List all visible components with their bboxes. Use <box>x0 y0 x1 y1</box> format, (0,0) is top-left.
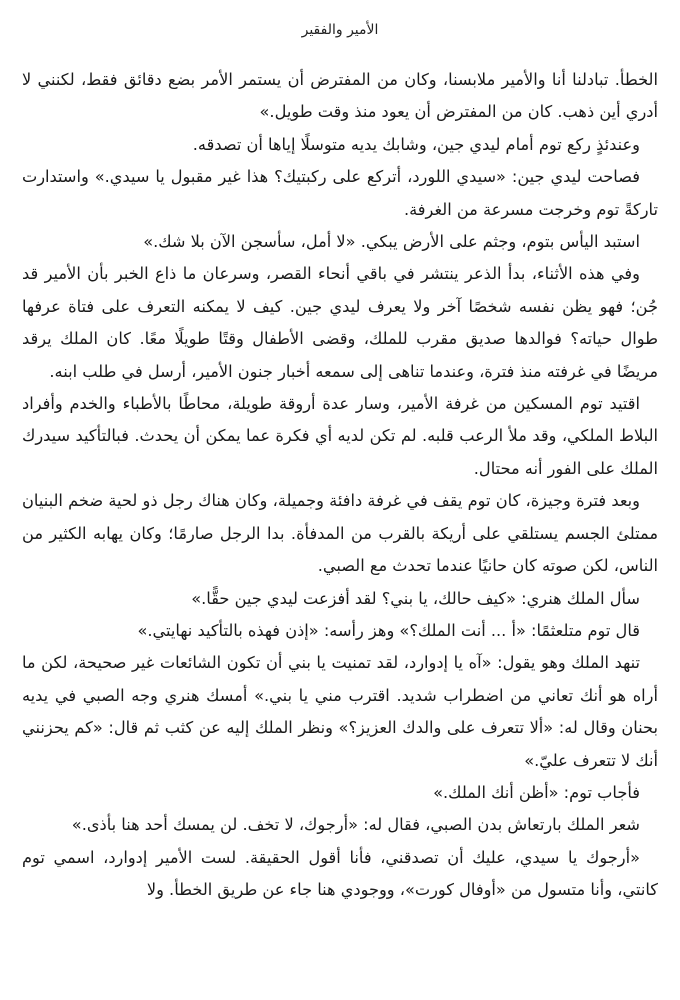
paragraph-2: وعندئذٍ ركع توم أمام ليدي جين، وشابك يديه متوسلًا إياها أن تصدقه. <box>192 134 640 154</box>
running-header-title: الأمير والفقير <box>301 22 379 38</box>
paragraph-6: اقتيد توم المسكين من غرفة الأمير، وسار عدة أروقة طويلة، محاطًا بالأطباء والخدم وأفراد البلاط الملكي، وقد ملأ الرعب قلبه. لم تكن لديه أي فكرة عما يمكن أن يحدث. فبالتأكيد سيدرك الملك على الفور أنه محتال. <box>22 394 658 478</box>
paragraph-8: سأل الملك هنري: «كيف حالك، يا بني؟ لقد أفزعت ليدي جين حقًّا.» <box>191 588 640 608</box>
paragraph-7: وبعد فترة وجيزة، كان توم يقف في غرفة دافئة وجميلة، وكان هناك رجل ذو لحية ضخم البنيان ممتلئ الجسم يستلقي على أريكة بالقرب من المدفأة. بدا الرجل صارمًا؛ وكان يهابه الكثير من الناس، لكن صوته كان حانيًا عندما تحدث مع الصبي. <box>22 491 658 576</box>
body-text <box>22 64 658 907</box>
paragraph-5: وفي هذه الأثناء، بدأ الذعر ينتشر في باقي أنحاء القصر، وسرعان ما ذاع الخبر بأن الأمير قد جُن؛ فهو يظن نفسه شخصًا آخر ولا يعرف ليدي جين. كيف لا يمكنه التعرف على فتاة عرفها طوال حياته؟ فوالدها صديق مقرب للملك، وقضى الأطفال وقتًا طويلًا معًا. كان الملك يرقد مريضًا في غرفته منذ فترة، وعندما تناهى إلى سمعه أخبار جنون الأمير، أرسل في طلب ابنه. <box>22 264 658 381</box>
paragraph-10: تنهد الملك وهو يقول: «آه يا إدوارد، لقد تمنيت يا بني أن تكون الشائعات غير صحيحة، لكن ما أراه هو أنك تعاني من اضطراب شديد. اقترب مني يا بني.» أمسك هنري وجه الصبي في يديه بحنان وقال له: «ألا تتعرف على والدك العزيز؟» ونظر الملك إليه عن كثب ثم قال: «كم يحزنني أنك لا تتعرف عليّ.» <box>22 653 658 770</box>
paragraph-12: شعر الملك بارتعاش بدن الصبي، فقال له: «أرجوك، لا تخف. لن يمسك أحد هنا بأذى.» <box>71 815 640 835</box>
paragraph-13: «أرجوك يا سيدي، عليك أن تصدقني، فأنا أقول الحقيقة. لست الأمير إدوارد، اسمي توم كانتي، وأنا متسول من «أوفال كورت»، ووجودي هنا جاء عن طريق الخطأ. ولا <box>22 847 658 900</box>
paragraph-9: قال توم متلعثمًا: «أ ... أنت الملك؟» وهز رأسه: «إذن فهذه بالتأكيد نهايتي.» <box>137 620 640 640</box>
paragraph-11: فأجاب توم: «أظن أنك الملك.» <box>433 782 640 802</box>
paragraph-4: استبد اليأس بتوم، وجثم على الأرض يبكي. «لا أمل، سأسجن الآن بلا شك.» <box>143 232 640 252</box>
paragraph-3: فصاحت ليدي جين: «سيدي اللورد، أتركع على ركبتيك؟ هذا غير مقبول يا سيدي.» واستدارت تاركةً توم وخرجت مسرعة من الغرفة. <box>22 167 658 219</box>
paragraph-1: الخطأ. تبادلنا أنا والأمير ملابسنا، وكان من المفترض أن يستمر الأمر بضع دقائق فقط، لكنني لا أدري أين ذهب. كان من المفترض أن يعود منذ وقت طويل.» <box>22 70 658 122</box>
